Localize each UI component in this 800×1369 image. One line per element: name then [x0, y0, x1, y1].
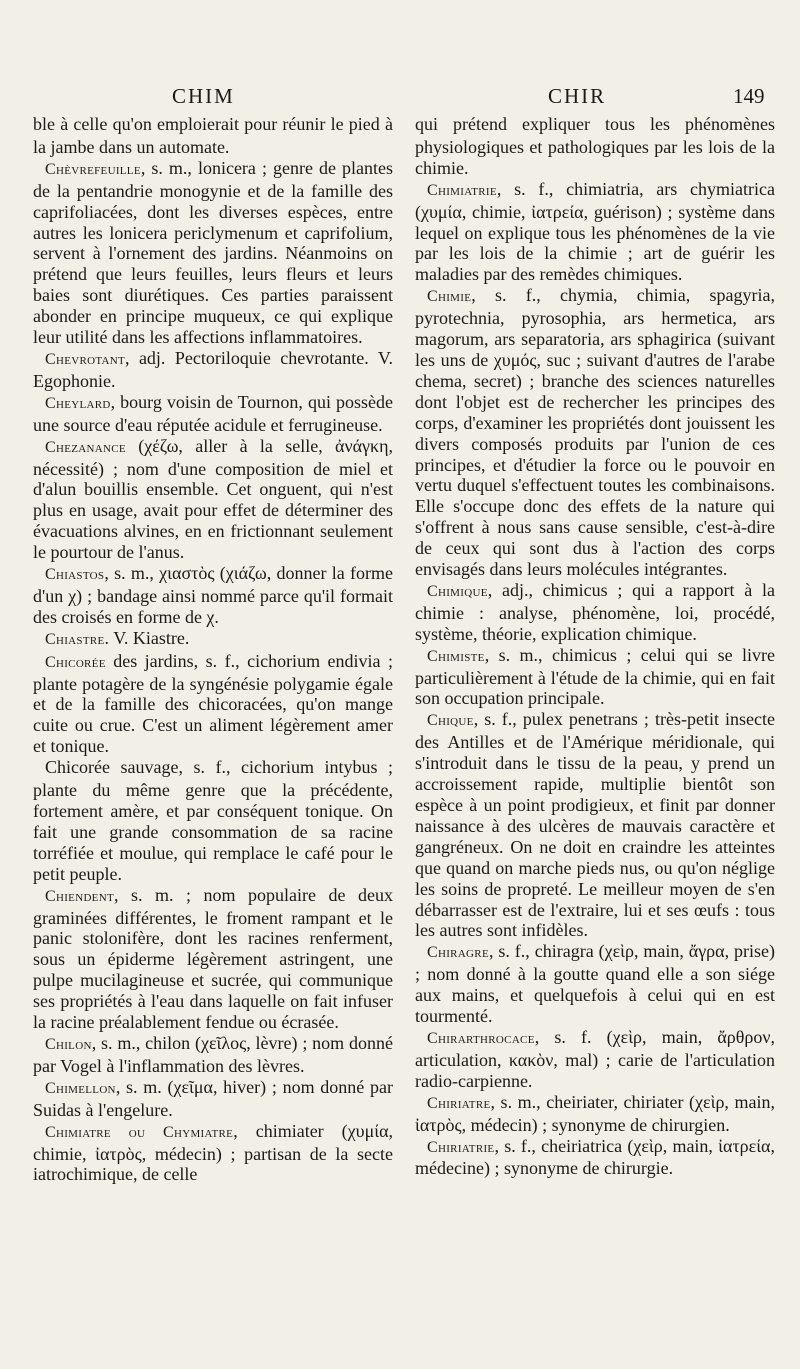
headword: Chimiste — [427, 647, 485, 665]
entry — [33, 651, 393, 758]
headword: Chicorée — [45, 653, 106, 671]
headword: Chilon — [45, 1035, 92, 1053]
entry — [415, 285, 775, 580]
entry-text: , adj., chimicus ; qui a rapport à la chimie : analyse, phénomène, loi, procédé, système, théorie, explication chimique. — [415, 579, 775, 644]
entry — [415, 1092, 775, 1136]
headword: Chiendent — [45, 887, 114, 905]
headword: Chiragre — [427, 944, 489, 962]
entry-text: , s. f., chimiatria, ars chymiatrica (χυμία, chimie, ἰατρεία, guérison) ; système dans lequel on explique tous les phénomènes de la vie par les lois de la chimie ; art de guérir les maladies par des remèdes chimiques. — [415, 178, 775, 285]
left-column — [33, 114, 393, 1359]
headword: Chiastre — [45, 630, 105, 648]
headword: Chimellon — [45, 1079, 116, 1097]
entry-text: des jardins, s. f., cichorium endivia ; plante potagère de la syngénésie polygamie égale et de la famille des chicoracées, qu'on mange cuite ou crue. C'est un aliment légèrement amer et tonique. — [33, 650, 393, 757]
entry-text: , s. m., chimicus ; celui qui se livre particulièrement à l'étude de la chimie, qui en fait son occupation principale. — [415, 644, 775, 709]
entry — [33, 757, 393, 884]
header-center: CHIR — [548, 84, 607, 108]
entry-text: . V. Kiastre. — [104, 627, 190, 648]
entry-text: , s. f., chymia, chimia, spagyria, pyrotechnia, pyrosophia, ars hermetica, ars magorum, ars separatoria, ars sphagirica (suivant les uns de χυμός, suc ; suivant d'autres de l'arabe chema, secret) ; branche des sciences naturelles dont l'objet est de rechercher les principes des corps, d'examiner les propriétés dont jouissent les divers composés produits par l'union de ces principes, et d'étudier la force ou le pouvoir en vertu duquel s'effectuent toutes les combinaisons. Elle s'occupe donc des effets de la nature qui s'offrent à nous sans cause sensible, c'est-à-dire de ceux qui sont dus à l'action des corps envisagés dans leurs molécules intégrantes. — [415, 285, 775, 580]
entry-text: , adj. Pectoriloquie chevrotante. V. Egophonie. — [33, 347, 393, 391]
entry-text: , s. m. (χεῖμα, hiver) ; nom donné par Suidas à l'engelure. — [33, 1076, 393, 1120]
entry — [415, 1027, 775, 1092]
entry — [33, 885, 393, 1033]
entry — [33, 114, 393, 158]
entry-text: Chicorée sauvage, s. f., cichorium intybus ; plante du même genre que la précédente, fortement amère, et par conséquent tonique. On fait une grande consommation de sa racine torréfiée et moulue, qui remplace le café pour le petit peuple. — [33, 757, 393, 884]
entry — [33, 628, 393, 651]
headword: Chimique — [427, 582, 488, 600]
entry — [33, 1121, 393, 1186]
entry — [415, 580, 775, 645]
entry — [33, 392, 393, 436]
entry-text: , s. f., cheiriatrica (χεὶρ, main, ἰατρεία, médecine) ; synonyme de chirurgie. — [415, 1135, 775, 1179]
page-number: 149 — [733, 84, 765, 108]
headword: Cheylard — [45, 394, 111, 412]
entry-text: , s. m., chilon (χεῖλος, lèvre) ; nom donné par Vogel à l'inflammation des lèvres. — [33, 1032, 393, 1076]
headword: Chirarthrocace — [427, 1029, 535, 1047]
entry-text: , s. m., lonicera ; genre de plantes de la pentandrie monogynie et de la famille des caprifoliacées, dont les diverses espèces, entre autres les lonicera periclymenum et caprifolium, servent à l'ornement des jardins. Néanmoins on prétend que leurs feuilles, leurs fleurs et leurs baies sont diurétiques. Ces parties paraissent abonder en principe muqueux, ce qui explique leur utilité dans les affections inflammatoires. — [33, 157, 393, 348]
entry-text: , s. f., pulex penetrans ; très-petit insecte des Antilles et de l'Amérique méridionale, qui s'introduit dans le tissu de la peau, y prend un accroissement rapide, multiplie bientôt son espèce à un point prodigieux, et finit par donner naissance à des ulcères de mauvais caractère et gangréneux. On ne doit en craindre les atteintes que quand on marche pieds nus, ou qu'on néglige les soins de propreté. Le meilleur moyen de s'en débarrasser est de l'extraire, lui et ses œufs : tous les autres sont infidèles. — [415, 709, 775, 941]
entry — [33, 158, 393, 348]
entry-text: , bourg voisin de Tournon, qui possède une source d'eau réputée acidule et ferrugineuse. — [33, 391, 393, 435]
entry — [33, 1033, 393, 1077]
entry — [415, 114, 775, 179]
entry — [33, 1077, 393, 1121]
entry-text: , s. f. (χεὶρ, main, ἄρθρον, articulation, κακὸν, mal) ; carie de l'articulation radio-carpienne. — [415, 1026, 775, 1091]
right-column — [415, 114, 775, 1359]
headword: Chevrotant — [45, 350, 126, 368]
header-left: CHIM — [172, 84, 235, 108]
entry — [415, 1136, 775, 1180]
entry-text: , s. f., chiragra (χεὶρ, main, ἄγρα, prise) ; nom donné à la goutte quand elle a son siége aux mains, et quelquefois à celui qui en est tourmenté. — [415, 941, 775, 1027]
entry — [33, 348, 393, 392]
headword: Chique — [427, 712, 474, 730]
entry-text: , chimiater (χυμία, chimie, ἰατρὸς, médecin) ; partisan de la secte iatrochimique, de celle — [33, 1120, 393, 1185]
entry-text: ble à celle qu'on emploierait pour réunir le pied à la jambe dans un automate. — [33, 114, 393, 157]
running-header — [0, 84, 800, 114]
entry — [415, 709, 775, 941]
entry-text: , s. m., χιαστὸς (χιάζω, donner la forme d'un χ) ; bandage ainsi nommé parce qu'il formait des croisés en forme de χ. — [33, 563, 393, 627]
entry — [33, 436, 393, 563]
headword: Chiastos — [45, 566, 105, 584]
entry-text: , s. m. ; nom populaire de deux graminées différentes, le froment rampant et le panic stolonifère, dont les racines renferment, sous un épiderme légèrement astringent, une pulpe mucilagineuse et sucrée, qui communique ses propriétés à l'eau dans laquelle on fait infuser la racine préalablement fendue ou écrasée. — [33, 884, 393, 1033]
headword: Chiriatre — [427, 1094, 491, 1112]
headword: Chiriatrie — [427, 1138, 495, 1156]
entry — [33, 563, 393, 628]
entry — [415, 941, 775, 1027]
headword: Chimiatre ou Chymiatre — [45, 1123, 234, 1141]
entry — [415, 645, 775, 710]
entry-text: (χέζω, aller à la selle, ἀνάγκη, nécessité) ; nom d'une composition de miel et d'alun bouillis ensemble. Cet onguent, qui n'est plus en usage, avait pour effet de déterminer des évacuations alvines, en en frictionnant seulement le pourtour de l'anus. — [33, 435, 393, 563]
entry-text: qui prétend expliquer tous les phénomènes physiologiques et pathologiques par les lois de la chimie. — [415, 114, 775, 178]
entry — [415, 179, 775, 286]
headword: Chimiatrie — [427, 181, 497, 199]
headword: Chimie — [427, 288, 472, 306]
headword: Chezanance — [45, 438, 126, 456]
entry-text: , s. m., cheiriater, chiriater (χεὶρ, main, ἰατρὸς, médecin) ; synonyme de chirurgien. — [415, 1091, 775, 1135]
headword: Chèvrefeuille — [45, 160, 141, 178]
